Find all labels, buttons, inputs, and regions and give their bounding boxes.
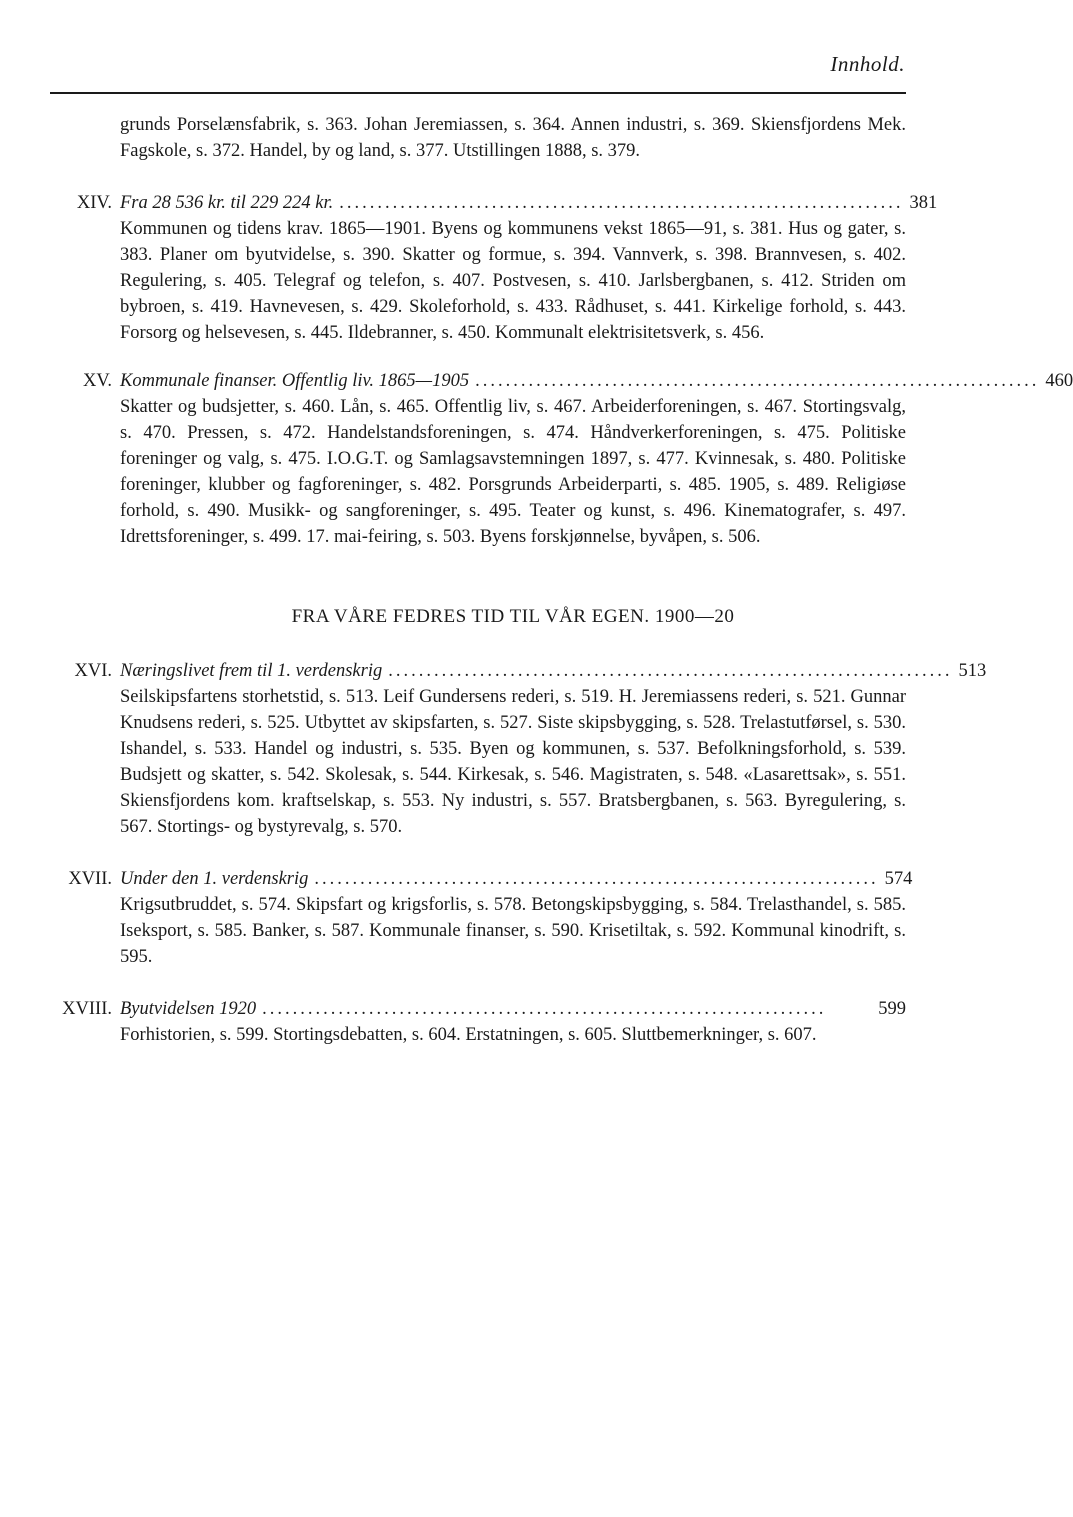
section-heading: FRA VÅRE FEDRES TID TIL VÅR EGEN. 1900—20 [291, 606, 735, 627]
chapter-title: Fra 28 536 kr. til 229 224 kr. [120, 193, 334, 213]
chapter-page: 574 [884, 869, 913, 889]
toc-content [40, 112, 1073, 1048]
chapter-number: XV. [83, 371, 112, 391]
chapter-title: Under den 1. verdenskrig [120, 869, 309, 889]
dot-leader: .......................................................................... [314, 869, 879, 889]
chapter-title-line [120, 190, 938, 216]
continued-paragraph: grunds Porselænsfabrik, s. 363. Johan Jeremiassen, s. 364. Annen industri, s. 369. Skiensfjordens Mek. Fagskole, s. 372. Handel, by og land, s. 377. Utstillingen 1888, s. 379. [120, 115, 906, 161]
chapter-number: XIV. [76, 193, 112, 213]
chapter-xv [40, 368, 1073, 550]
chapter-contents: Kommunen og tidens krav. 1865—1901. Byens og kommunens vekst 1865—91, s. 381. Hus og gater, s. 383. Planer om byutvidelse, s. 390. Skatter og formue, s. 394. Vannverk, s. 398. Brannvesen, s. 402. Regulering, s. 405. Telegraf og telefon, s. 407. Postvesen, s. 410. Jarlsbergbanen, s. 412. Striden om bybroen, s. 419. Havnevesen, s. 429. Skoleforhold, s. 433. Rådhuset, s. 441. Kirkelige forhold, s. 443. Forsorg og helsevesen, s. 445. Ildebranner, s. 450. Kommunalt elektrisitetsverk, s. 456. [120, 219, 906, 343]
chapter-number: XVIII. [62, 999, 112, 1019]
chapter-xvii [40, 866, 913, 970]
dot-leader: .......................................................................... [262, 999, 827, 1019]
chapter-xviii [40, 996, 906, 1048]
chapter-title-line [120, 866, 913, 892]
chapter-number: XVII. [68, 869, 112, 889]
dot-leader: .......................................................................... [475, 371, 1040, 391]
chapter-contents: Krigsutbruddet, s. 574. Skipsfart og krigsforlis, s. 578. Betongskipsbygging, s. 584. Trelasthandel, s. 585. Iseksport, s. 585. Banker, s. 587. Kommunale finanser, s. 590. Krisetiltak, s. 592. Kommunal kinodrift, s. 595. [120, 895, 906, 967]
chapter-page: 381 [909, 193, 938, 213]
chapter-title-line [120, 368, 1073, 394]
chapter-page: 599 [878, 999, 906, 1019]
chapter-contents: Seilskipsfartens storhetstid, s. 513. Leif Gundersens rederi, s. 519. H. Jeremiassens rederi, s. 521. Gunnar Knudsens rederi, s. 525. Utbyttet av skipsfarten, s. 527. Siste skipsbygging, s. 528. Trelastutførsel, s. 530. Ishandel, s. 533. Handel og industri, s. 535. Byen og kommunen, s. 537. Befolkningsforhold, s. 539. Budsjett og skatter, s. 542. Skolesak, s. 544. Kirkesak, s. 546. Magistraten, s. 548. «Lasarettsak», s. 551. Skiensfjordens kom. kraftselskap, s. 553. Ny industri, s. 557. Bratsbergbanen, s. 563. Byregulering, s. 567. Stortings- og bystyrevalg, s. 570. [120, 687, 906, 837]
header-rule [50, 92, 906, 94]
chapter-title-line [120, 658, 987, 684]
chapter-contents: Skatter og budsjetter, s. 460. Lån, s. 465. Offentlig liv, s. 467. Arbeiderforeningen, s. 467. Stortingsvalg, s. 470. Pressen, s. 472. Handelstandsforeningen, s. 474. Håndverkerforeningen, s. 475. Politiske foreninger og valg, s. 475. I.O.G.T. og Samlagsavstemningen 1897, s. 477. Kvinnesak, s. 480. Politiske foreninger, klubber og fagforeninger, s. 482. Porsgrunds Arbeiderparti, s. 485. 1905, s. 489. Religiøse forhold, s. 490. Musikk- og sangforeninger, s. 495. Teater og kunst, s. 496. Kinematografer, s. 497. Idrettsforeninger, s. 499. 17. mai-feiring, s. 503. Byens forskjønnelse, byvåpen, s. 506. [120, 397, 906, 547]
dot-leader: .......................................................................... [388, 661, 953, 681]
chapter-xiv [40, 190, 938, 346]
chapter-title: Byutvidelsen 1920 [120, 999, 257, 1019]
chapter-number: XVI. [74, 661, 112, 681]
page-header-title: Innhold. [830, 52, 905, 76]
chapter-contents: Forhistorien, s. 599. Stortingsdebatten, s. 604. Erstatningen, s. 605. Sluttbemerkninger, s. 607. [120, 1025, 817, 1045]
chapter-page: 460 [1045, 371, 1073, 391]
chapter-xvi [40, 658, 987, 840]
chapter-title-line [120, 996, 906, 1022]
chapter-page: 513 [958, 661, 987, 681]
dot-leader: .......................................................................... [339, 193, 904, 213]
chapter-title: Kommunale finanser. Offentlig liv. 1865—1905 [120, 371, 470, 391]
chapter-title: Næringslivet frem til 1. verdenskrig [120, 661, 383, 681]
